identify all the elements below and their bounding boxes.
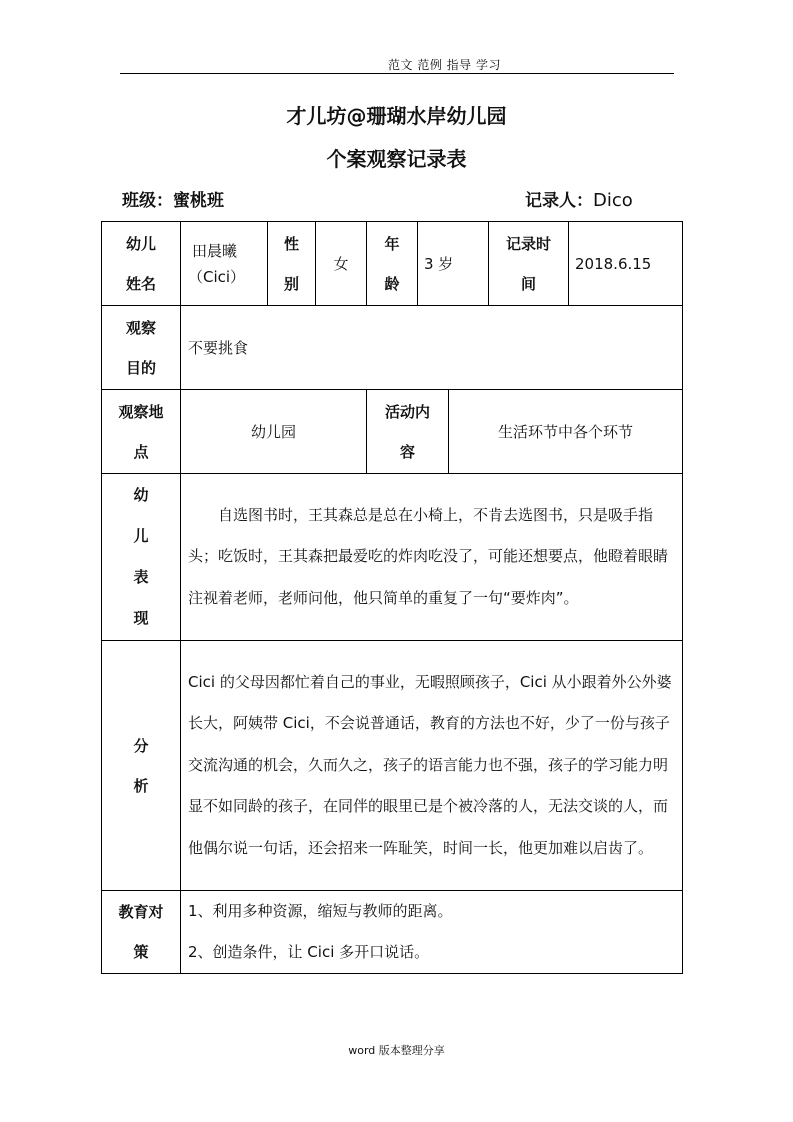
- table-row-strategy: [102, 891, 683, 974]
- table-row-purpose: [102, 306, 683, 390]
- document-title: 才儿坊@珊瑚水岸幼儿园: [286, 104, 507, 128]
- class-value: 蜜桃班: [173, 191, 224, 211]
- record-time-label: 记录时间: [489, 222, 569, 306]
- record-time-value: 2018.6.15: [569, 222, 683, 306]
- activity-label: 活动内容: [367, 390, 449, 474]
- strategy-items: [181, 891, 683, 974]
- activity-value: 生活环节中各个环节: [449, 390, 683, 474]
- document-subtitle: 个案观察记录表: [326, 147, 467, 171]
- analysis-text: Cici 的父母因都忙着自己的事业，无暇照顾孩子，Cici 从小跟着外公外婆长大，阿姨带 Cici，不会说普通话，教育的方法也不好，少了一份与孩子交流沟通的机会，久而久之，孩子的语言能力也不强，孩子的学习能力明显不如同龄的孩子，在同伴的眼里已是个被冷落的人，无法交谈的人，而他偶尔说一句话，还会招来一阵耻笑，时间一长，他更加难以启齿了。: [181, 641, 683, 891]
- table-row-location: [102, 390, 683, 474]
- child-name-label: 幼儿姓名: [102, 222, 181, 306]
- child-name-value: 田晨曦 （Cici）: [181, 222, 268, 306]
- page-header: 范文 范例 指导 学习: [388, 58, 501, 72]
- recorder-field: [525, 186, 633, 211]
- age-value: 3 岁: [418, 222, 489, 306]
- recorder-label: 记录人：: [525, 191, 593, 211]
- location-label: 观察地点: [102, 390, 181, 474]
- observation-table: [101, 221, 683, 974]
- table-row-performance: [102, 474, 683, 641]
- recorder-value: Dico: [593, 190, 633, 211]
- location-value: 幼儿园: [181, 390, 367, 474]
- performance-label: 幼儿表现: [102, 474, 181, 641]
- header-rule: [120, 73, 674, 74]
- strategy-item-1: 1、利用多种资源，缩短与教师的距离。: [188, 902, 453, 920]
- purpose-value: 不要挑食: [181, 306, 683, 390]
- purpose-label: 观察目的: [102, 306, 181, 390]
- analysis-label: 分析: [102, 641, 181, 891]
- gender-value: 女: [316, 222, 367, 306]
- table-row-analysis: [102, 641, 683, 891]
- strategy-label: 教育对策: [102, 891, 181, 974]
- table-row-basic-info: [102, 222, 683, 306]
- page-footer: word 版本整理分享: [348, 1044, 445, 1057]
- age-label: 年龄: [367, 222, 418, 306]
- class-label: 班级：: [122, 191, 173, 211]
- gender-label: 性别: [268, 222, 316, 306]
- performance-text: 自选图书时，王其森总是总在小椅上，不肯去选图书，只是吸手指头；吃饭时，王其森把最爱吃的炸肉吃没了，可能还想要点，他瞪着眼睛注视着老师，老师问他，他只简单的重复了一句“要炸肉”。: [181, 474, 683, 641]
- class-field: [122, 186, 224, 211]
- strategy-item-2: 2、创造条件，让 Cici 多开口说话。: [188, 943, 430, 961]
